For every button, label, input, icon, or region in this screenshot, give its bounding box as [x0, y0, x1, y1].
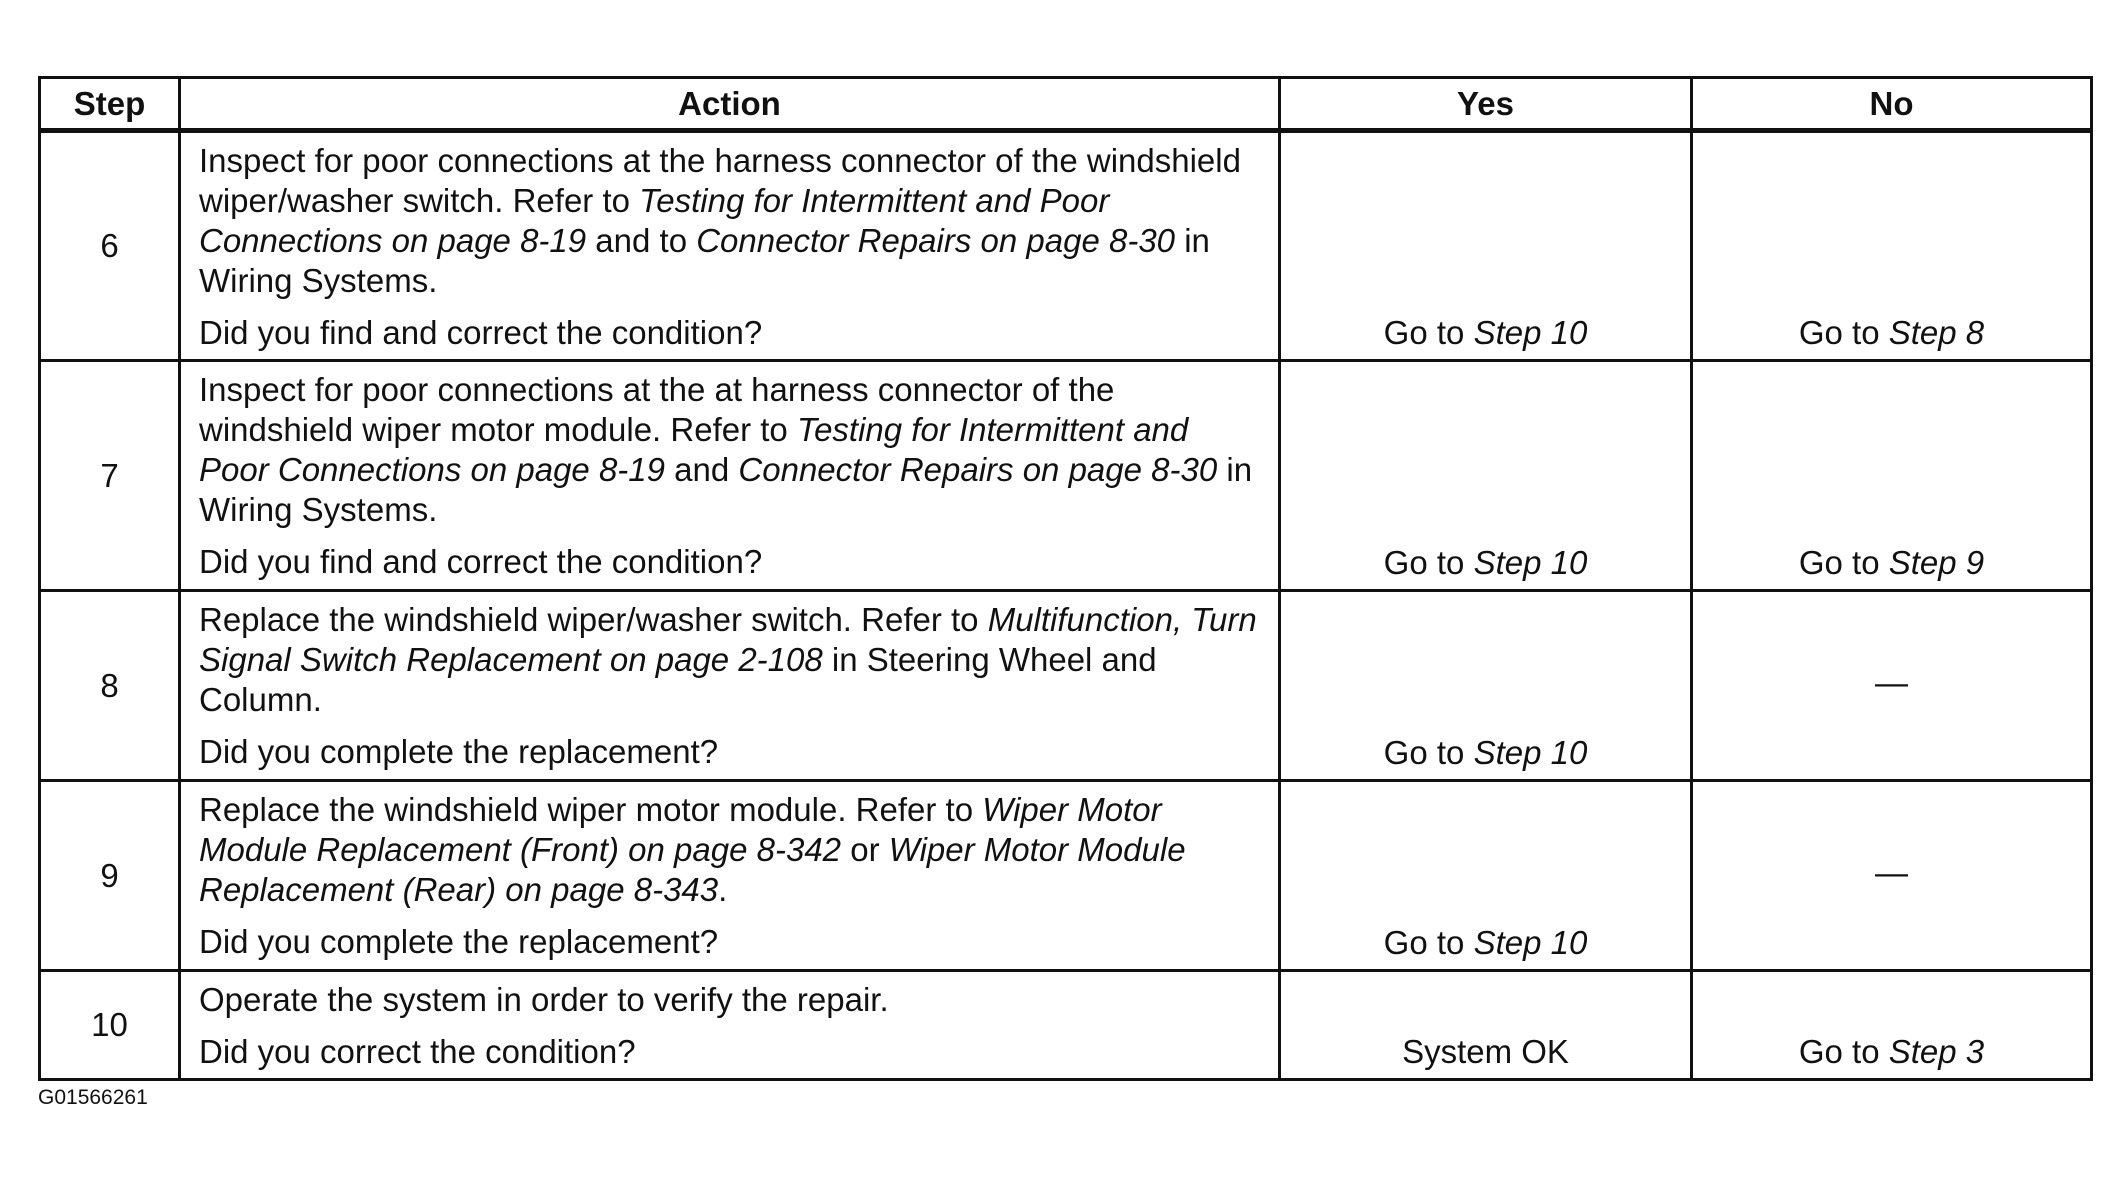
text-run: Replace the windshield wiper motor module. Refer to: [199, 791, 983, 828]
reference-link-text: Multifunction, Turn Signal Switch Replacement on page 2-108: [199, 601, 1257, 678]
reference-link-text: Testing for Intermittent and Poor Connections on page 8-19: [199, 411, 1189, 488]
text-run: Inspect for poor connections at the at harness connector of the windshield wiper motor module. Refer to: [199, 371, 1115, 448]
reference-link-text: Step 10: [1473, 734, 1588, 771]
action-question: Did you find and correct the condition?: [199, 543, 763, 580]
text-run: —: [1875, 663, 1908, 701]
text-run: Inspect for poor connections at the harness connector of the windshield wiper/washer switch. Refer to: [199, 142, 1241, 219]
reference-link-text: Connector Repairs on page 8-30: [738, 451, 1218, 488]
table-row: [40, 781, 2092, 971]
action-cell: [180, 971, 1280, 1080]
action-instruction: [199, 370, 1264, 530]
action-instruction: [199, 141, 1264, 301]
action-instruction: [199, 980, 1264, 1020]
text-run: System OK: [1402, 1033, 1569, 1070]
text-run: Go to: [1383, 544, 1474, 581]
text-run: Replace the windshield wiper/washer switch. Refer to: [199, 601, 988, 638]
action-cell: [180, 361, 1280, 591]
no-result: [1692, 971, 2092, 1080]
text-run: in Steering Wheel and Column.: [199, 641, 1157, 718]
text-run: Go to: [1383, 734, 1474, 771]
header-no: No: [1692, 78, 2092, 131]
text-run: or: [841, 831, 889, 868]
reference-link-text: Step 10: [1473, 314, 1588, 351]
text-run: .: [718, 871, 728, 908]
no-result: [1692, 361, 2092, 591]
yes-result: [1280, 971, 1692, 1080]
table-row: [40, 131, 2092, 361]
yes-result: [1280, 361, 1692, 591]
header-yes: Yes: [1280, 78, 1692, 131]
no-result: [1692, 591, 2092, 781]
header-action: Action: [180, 78, 1280, 131]
table-row: [40, 361, 2092, 591]
text-run: Go to: [1798, 1033, 1889, 1070]
table-body: [40, 131, 2092, 1080]
action-question: Did you complete the replacement?: [199, 923, 719, 960]
step-number: 9: [40, 781, 180, 971]
action-question: Did you correct the condition?: [199, 1033, 636, 1070]
table-row: [40, 591, 2092, 781]
no-result: [1692, 781, 2092, 971]
step-number: 7: [40, 361, 180, 591]
yes-result: [1280, 781, 1692, 971]
text-run: Go to: [1383, 924, 1474, 961]
step-number: 6: [40, 131, 180, 361]
reference-link-text: Step 3: [1888, 1033, 1985, 1070]
reference-link-text: Wiper Motor Module Replacement (Front) on page 8-342: [199, 791, 1162, 868]
text-run: Go to: [1798, 314, 1889, 351]
reference-link-text: Testing for Intermittent and Poor Connections on page 8-19: [199, 182, 1110, 259]
diagnostic-table: [38, 76, 2093, 1081]
action-instruction: [199, 600, 1264, 720]
step-number: 8: [40, 591, 180, 781]
reference-link-text: Step 8: [1888, 314, 1985, 351]
no-result: [1692, 131, 2092, 361]
text-run: in Wiring Systems.: [199, 222, 1210, 299]
table-row: [40, 971, 2092, 1080]
yes-result: [1280, 591, 1692, 781]
action-instruction: [199, 790, 1264, 910]
reference-link-text: Step 9: [1888, 544, 1985, 581]
text-run: in Wiring Systems.: [199, 451, 1253, 528]
action-cell: [180, 781, 1280, 971]
action-question: Did you complete the replacement?: [199, 733, 719, 770]
text-run: —: [1875, 853, 1908, 891]
reference-link-text: Step 10: [1473, 924, 1588, 961]
text-run: and: [665, 451, 739, 488]
step-number: 10: [40, 971, 180, 1080]
text-run: Go to: [1383, 314, 1474, 351]
header-step: Step: [40, 78, 180, 131]
action-cell: [180, 131, 1280, 361]
header-row: [40, 78, 2092, 131]
text-run: Go to: [1798, 544, 1889, 581]
text-run: and to: [586, 222, 697, 259]
action-cell: [180, 591, 1280, 781]
figure-id: G01566261: [38, 1086, 148, 1109]
reference-link-text: Connector Repairs on page 8-30: [696, 222, 1176, 259]
action-question: Did you find and correct the condition?: [199, 314, 763, 351]
reference-link-text: Step 10: [1473, 544, 1588, 581]
yes-result: [1280, 131, 1692, 361]
text-run: Operate the system in order to verify the repair.: [199, 981, 889, 1018]
reference-link-text: Wiper Motor Module Replacement (Rear) on page 8-343: [199, 831, 1186, 908]
